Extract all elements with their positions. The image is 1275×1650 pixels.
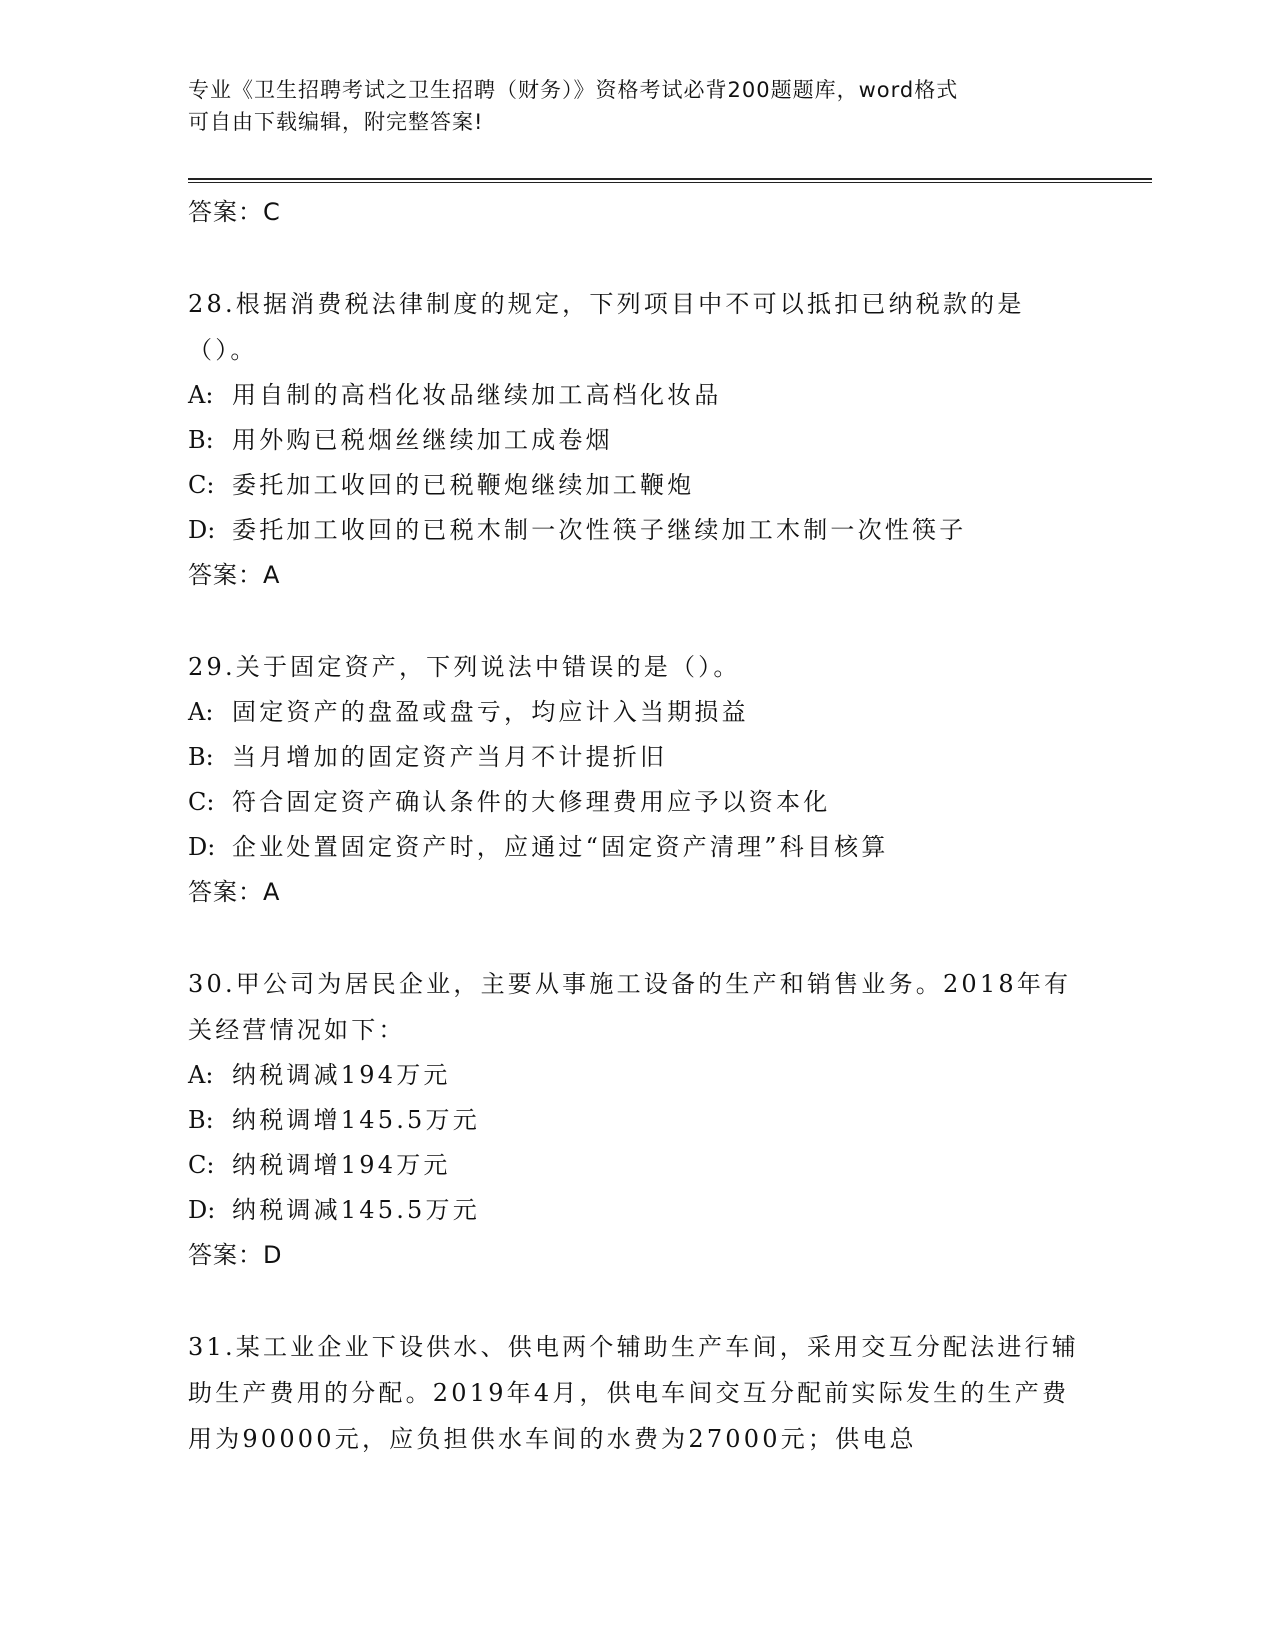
option-d: [188, 1188, 1088, 1233]
option-letter: B:: [188, 426, 214, 454]
answer-label: 答案：: [188, 878, 263, 906]
option-text: 符合固定资产确认条件的大修理费用应予以资本化: [232, 788, 831, 816]
option-letter: B:: [188, 743, 214, 771]
option-text: 委托加工收回的已税鞭炮继续加工鞭炮: [232, 471, 695, 499]
option-c: [188, 780, 1088, 825]
answer-line: [188, 553, 1088, 598]
answer-line: [188, 190, 1088, 235]
answer-label: 答案：: [188, 561, 263, 589]
option-a: [188, 1053, 1088, 1098]
option-c: [188, 1143, 1088, 1188]
option-text: 纳税调增194万元: [232, 1151, 451, 1179]
question-text: 28.根据消费税法律制度的规定，下列项目中不可以抵扣已纳税款的是（）。: [188, 290, 1025, 364]
option-b: [188, 1098, 1088, 1143]
answer-line: [188, 1233, 1088, 1278]
question-block: [188, 961, 1088, 1278]
option-a: [188, 373, 1088, 418]
question-block: [188, 1324, 1088, 1462]
question-block: [188, 644, 1088, 915]
option-text: 固定资产的盘盈或盘亏，均应计入当期损益: [232, 698, 749, 726]
option-letter: A:: [188, 381, 214, 409]
spacer: [188, 915, 1088, 961]
answer-value: A: [263, 561, 281, 589]
option-letter: A:: [188, 1061, 214, 1089]
option-b: [188, 735, 1088, 780]
question-text: 29.关于固定资产，下列说法中错误的是（）。: [188, 653, 741, 681]
option-text: 纳税调减145.5万元: [232, 1196, 480, 1224]
answer-label: 答案：: [188, 1241, 263, 1269]
option-text: 用外购已税烟丝继续加工成卷烟: [232, 426, 613, 454]
option-letter: D:: [188, 1196, 216, 1224]
answer-value: C: [263, 198, 281, 226]
option-letter: C:: [188, 471, 215, 499]
option-text: 企业处置固定资产时，应通过“固定资产清理”科目核算: [232, 833, 889, 861]
option-b: [188, 418, 1088, 463]
answer-line: [188, 870, 1088, 915]
answer-value: A: [263, 878, 281, 906]
answer-value: D: [263, 1241, 283, 1269]
spacer: [188, 235, 1088, 281]
option-a: [188, 690, 1088, 735]
option-letter: B:: [188, 1106, 214, 1134]
question-text: 30.甲公司为居民企业，主要从事施工设备的生产和销售业务。2018年有关经营情况如下：: [188, 970, 1072, 1044]
option-c: [188, 463, 1088, 508]
header-divider: [188, 178, 1152, 183]
option-letter: C:: [188, 788, 215, 816]
question-text: 31.某工业企业下设供水、供电两个辅助生产车间，采用交互分配法进行辅助生产费用的分配。2019年4月，供电车间交互分配前实际发生的生产费用为90000元，应负担供水车间的水费为27000元；供电总: [188, 1333, 1079, 1453]
document-header: [188, 74, 1088, 138]
option-letter: D:: [188, 833, 216, 861]
option-d: [188, 825, 1088, 870]
question-block: [188, 281, 1088, 598]
header-title-line-1: 专业《卫生招聘考试之卫生招聘（财务）》资格考试必背200题题库，word格式: [188, 78, 959, 102]
header-title-line-2: 可自由下载编辑，附完整答案!: [188, 110, 484, 134]
option-letter: C:: [188, 1151, 215, 1179]
option-d: [188, 508, 1088, 553]
spacer: [188, 598, 1088, 644]
option-text: 纳税调增145.5万元: [232, 1106, 480, 1134]
option-text: 当月增加的固定资产当月不计提折旧: [232, 743, 668, 771]
option-text: 委托加工收回的已税木制一次性筷子继续加工木制一次性筷子: [232, 516, 967, 544]
option-letter: A:: [188, 698, 214, 726]
document-body: [188, 190, 1088, 1462]
option-text: 用自制的高档化妆品继续加工高档化妆品: [232, 381, 722, 409]
spacer: [188, 1278, 1088, 1324]
option-letter: D:: [188, 516, 216, 544]
answer-label: 答案：: [188, 198, 263, 226]
option-text: 纳税调减194万元: [232, 1061, 451, 1089]
